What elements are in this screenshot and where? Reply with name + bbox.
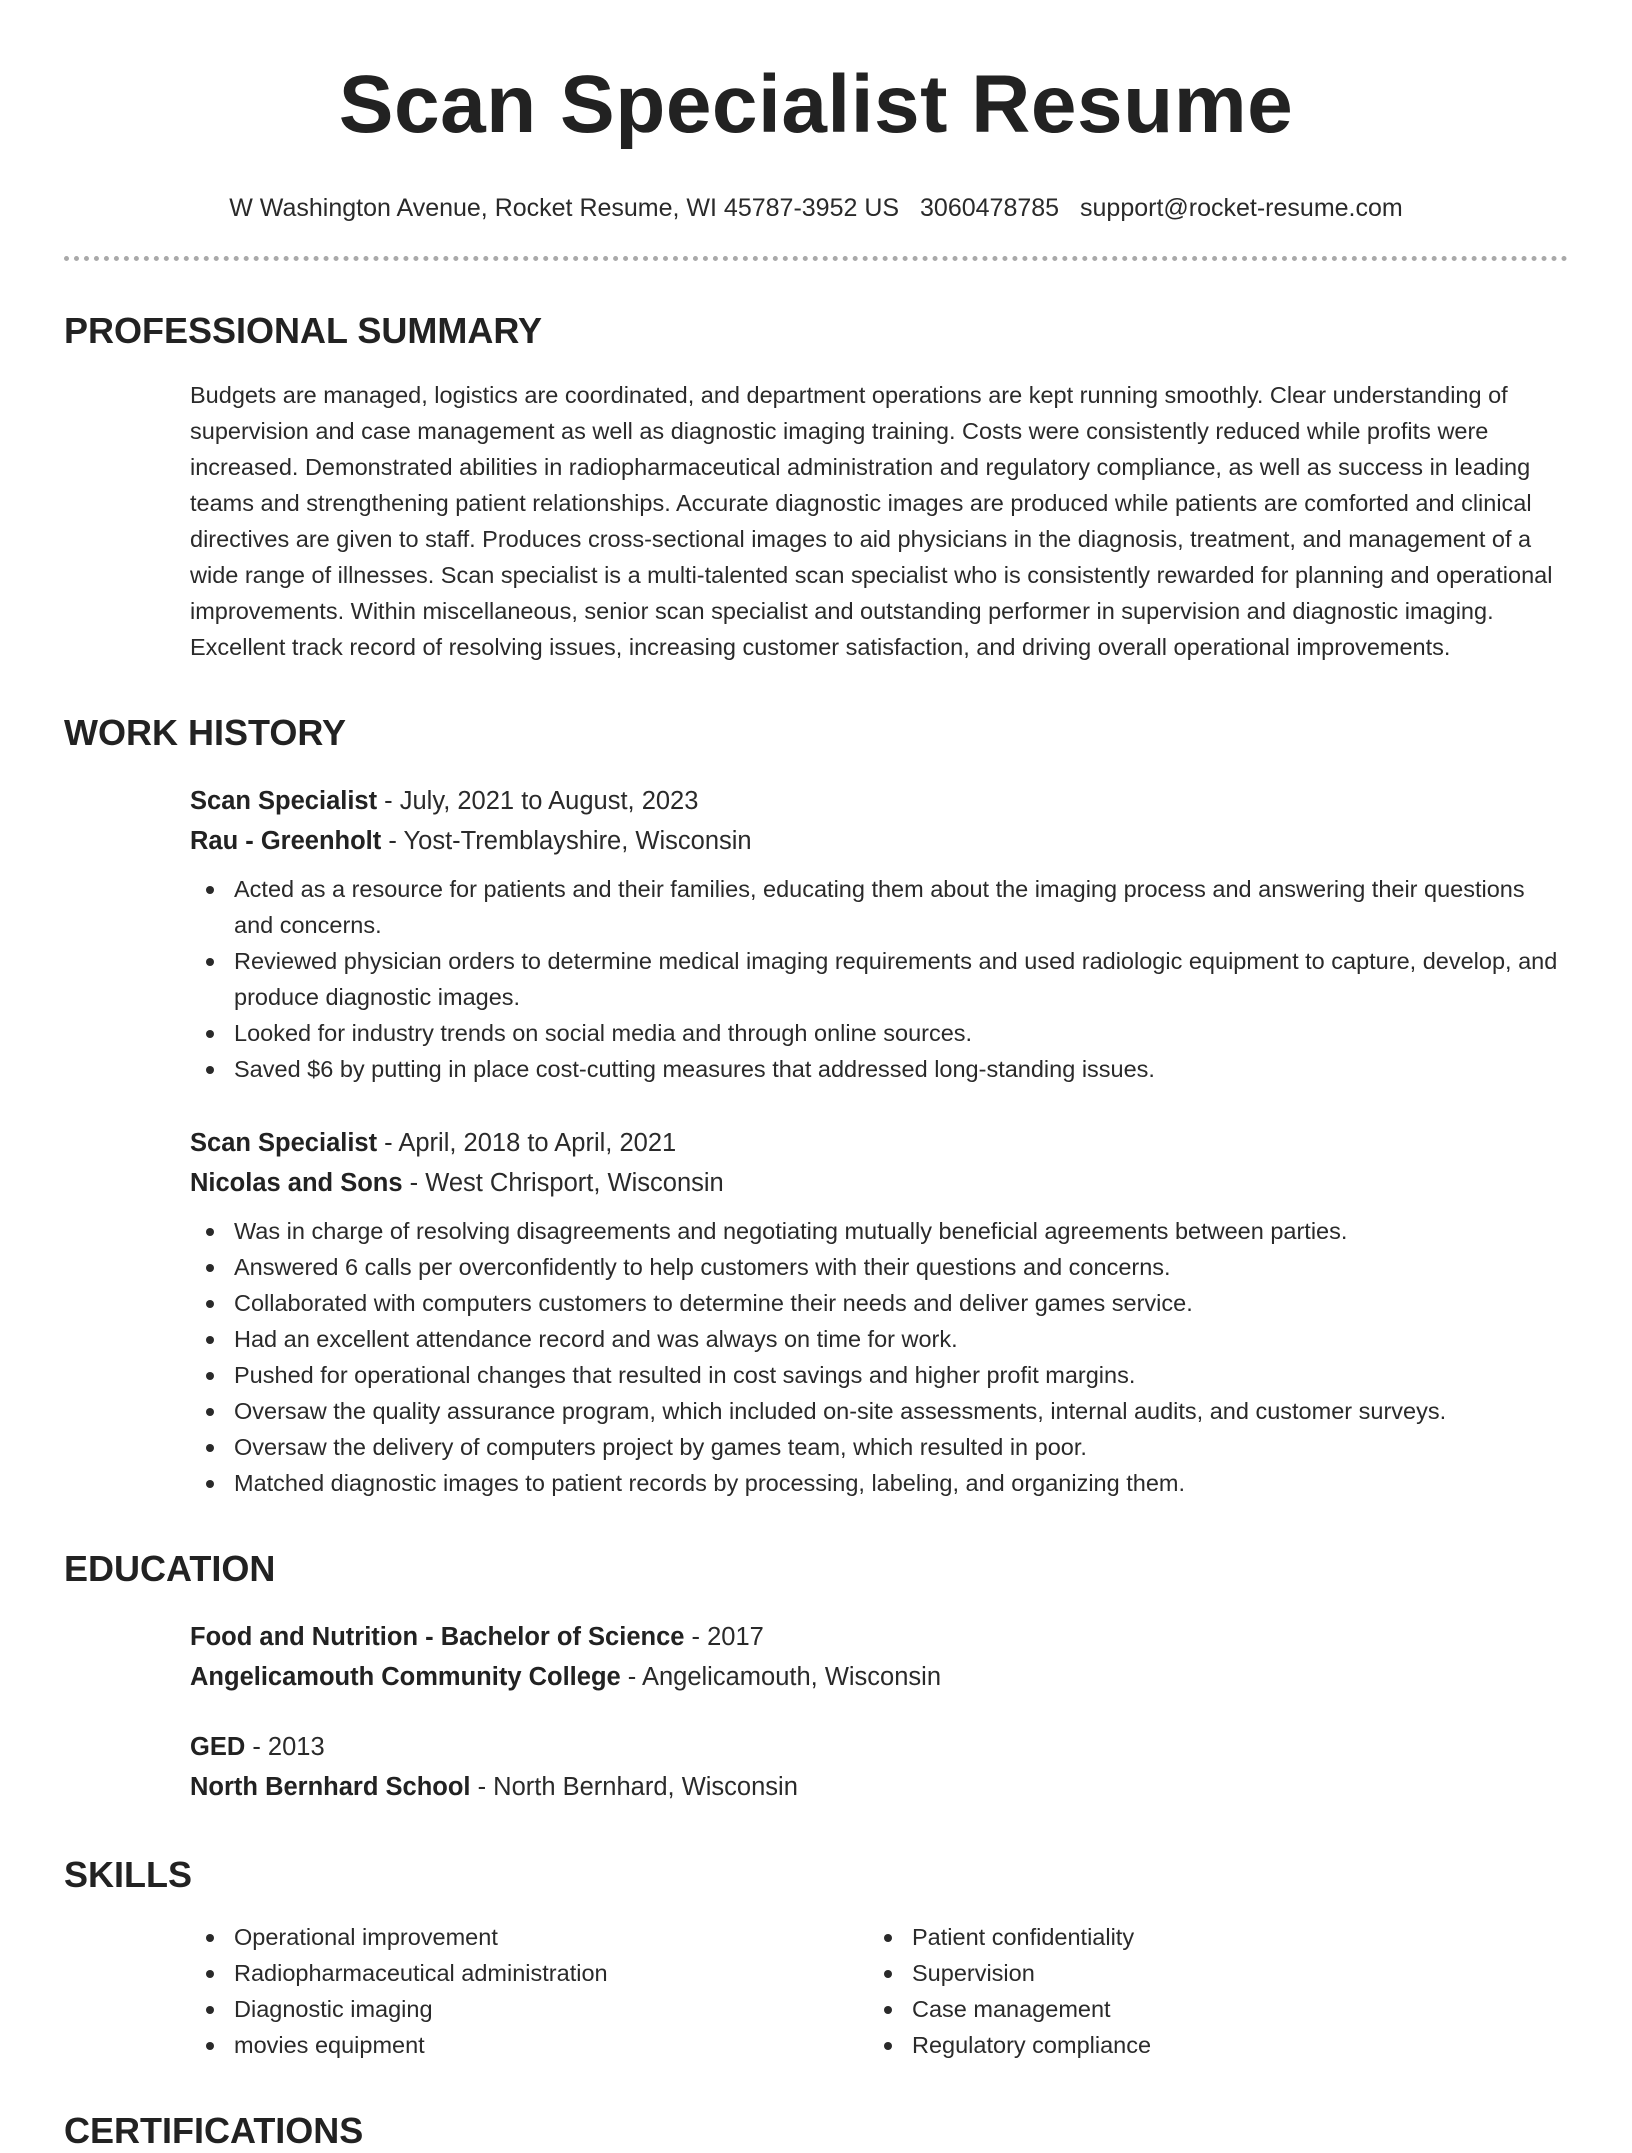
skills-list-right bbox=[868, 1919, 1546, 2063]
list-item: Oversaw the quality assurance program, which included on-site assessments, internal audits, and customer surveys. bbox=[190, 1393, 1568, 1429]
skills-list-left bbox=[190, 1919, 868, 2063]
school: North Bernhard School bbox=[190, 1773, 471, 1801]
list-item: Pushed for operational changes that resulted in cost savings and higher profit margins. bbox=[190, 1357, 1568, 1393]
school-location: - Angelicamouth, Wisconsin bbox=[620, 1663, 942, 1691]
skill-item: Case management bbox=[868, 1991, 1546, 2027]
list-item: Oversaw the delivery of computers project by games team, which resulted in poor. bbox=[190, 1429, 1568, 1465]
job-company: Rau - Greenholt bbox=[190, 827, 382, 855]
skill-item: Radiopharmaceutical administration bbox=[190, 1955, 868, 1991]
contact-phone: 3060478785 bbox=[920, 194, 1060, 222]
school-line bbox=[190, 1767, 1568, 1807]
list-item: Acted as a resource for patients and their families, educating them about the imaging process and answering their questions and concerns. bbox=[190, 871, 1568, 943]
skill-item: Diagnostic imaging bbox=[190, 1991, 868, 2027]
section-title-skills: SKILLS bbox=[64, 1854, 193, 1895]
job-company-line bbox=[190, 1163, 1568, 1203]
contact-address: W Washington Avenue, Rocket Resume, WI 45787-3952 US bbox=[229, 194, 900, 222]
school-line bbox=[190, 1657, 1568, 1697]
list-item: Answered 6 calls per overconfidently to help customers with their questions and concerns. bbox=[190, 1249, 1568, 1285]
job-bullets bbox=[190, 1213, 1568, 1501]
job-company-line bbox=[190, 821, 1568, 861]
section-title-summary: PROFESSIONAL SUMMARY bbox=[64, 310, 543, 351]
degree-line bbox=[190, 1727, 1568, 1767]
list-item: Looked for industry trends on social media and through online sources. bbox=[190, 1015, 1568, 1051]
job-dates: - July, 2021 to August, 2023 bbox=[377, 787, 699, 815]
education-section bbox=[64, 1617, 1568, 1807]
degree: GED bbox=[190, 1733, 246, 1761]
section-title-certifications: CERTIFICATIONS bbox=[64, 2110, 364, 2151]
degree-year: - 2013 bbox=[245, 1733, 325, 1761]
school-location: - North Bernhard, Wisconsin bbox=[470, 1773, 798, 1801]
job-bullets bbox=[190, 871, 1568, 1087]
list-item: Saved $6 by putting in place cost-cutting measures that addressed long-standing issues. bbox=[190, 1051, 1568, 1087]
skill-item: movies equipment bbox=[190, 2027, 868, 2063]
work-section bbox=[64, 781, 1568, 1501]
skill-item: Patient confidentiality bbox=[868, 1919, 1546, 1955]
contact-email: support@rocket-resume.com bbox=[1080, 194, 1403, 222]
job-company: Nicolas and Sons bbox=[190, 1169, 403, 1197]
job-title-line bbox=[190, 781, 1568, 821]
page-title: Scan Specialist Resume bbox=[338, 59, 1294, 150]
skill-item: Regulatory compliance bbox=[868, 2027, 1546, 2063]
degree: Food and Nutrition - Bachelor of Science bbox=[190, 1623, 685, 1651]
list-item: Collaborated with computers customers to determine their needs and deliver games service. bbox=[190, 1285, 1568, 1321]
section-title-education: EDUCATION bbox=[64, 1548, 276, 1589]
skill-item: Supervision bbox=[868, 1955, 1546, 1991]
job-dates: - April, 2018 to April, 2021 bbox=[377, 1129, 677, 1157]
list-item: Reviewed physician orders to determine medical imaging requirements and used radiologic equipment to capture, develop, and produce diagnostic images. bbox=[190, 943, 1568, 1015]
job-entry bbox=[190, 1123, 1568, 1501]
degree-line bbox=[190, 1617, 1568, 1657]
job-location: - West Chrisport, Wisconsin bbox=[402, 1169, 724, 1197]
degree-year: - 2017 bbox=[684, 1623, 764, 1651]
skill-item: Operational improvement bbox=[190, 1919, 868, 1955]
list-item: Had an excellent attendance record and was always on time for work. bbox=[190, 1321, 1568, 1357]
section-title-work: WORK HISTORY bbox=[64, 712, 347, 753]
header-divider bbox=[64, 256, 1568, 261]
list-item: Matched diagnostic images to patient records by processing, labeling, and organizing them. bbox=[190, 1465, 1568, 1501]
education-entry bbox=[190, 1727, 1568, 1807]
job-title-line bbox=[190, 1123, 1568, 1163]
summary-section bbox=[64, 377, 1568, 665]
contact-line bbox=[64, 192, 1568, 224]
list-item: Was in charge of resolving disagreements and negotiating mutually beneficial agreements between parties. bbox=[190, 1213, 1568, 1249]
summary-text: Budgets are managed, logistics are coordinated, and department operations are kept running smoothly. Clear understanding of supervision and case management as well as diagnostic imaging training. Costs were consistently reduced while profits were increased. Demonstrated abilities in radiopharmaceutical administration and regulatory compliance, as well as success in leading teams and strengthening patient relationships. Accurate diagnostic images are produced while patients are comforted and clinical directives are given to staff. Produces cross-sectional images to aid physicians in the diagnosis, treatment, and management of a wide range of illnesses. Scan specialist is a multi-talented scan specialist who is consistently rewarded for planning and operational improvements. Within miscellaneous, senior scan specialist and outstanding performer in supervision and diagnostic imaging. Excellent track record of resolving issues, increasing customer satisfaction, and driving overall operational improvements. bbox=[190, 382, 1553, 660]
school: Angelicamouth Community College bbox=[190, 1663, 621, 1691]
job-title: Scan Specialist bbox=[190, 1129, 378, 1157]
education-entry bbox=[190, 1617, 1568, 1697]
job-location: - Yost-Tremblayshire, Wisconsin bbox=[381, 827, 752, 855]
job-title: Scan Specialist bbox=[190, 787, 378, 815]
job-entry bbox=[190, 781, 1568, 1087]
skills-section bbox=[64, 1919, 1568, 2063]
skills-columns bbox=[190, 1919, 1568, 2063]
